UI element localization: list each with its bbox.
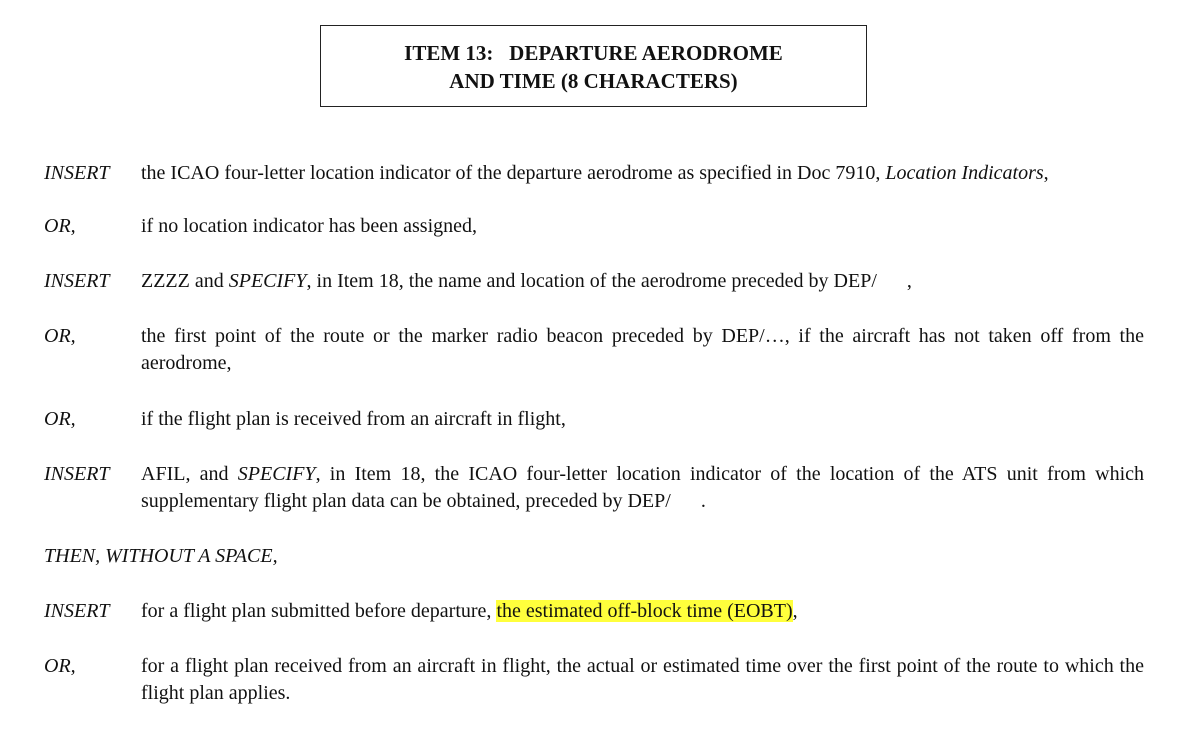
doc-title-reference: Location Indicators <box>885 162 1044 184</box>
row-label: INSERT <box>44 270 110 292</box>
item-title-box <box>320 25 867 107</box>
row-label: INSERT <box>44 463 110 485</box>
row-label: OR, <box>44 325 76 347</box>
row-text: AFIL, and SPECIFY, in Item 18, the ICAO four-letter location indicator of the location of the ATS unit from which supplementary flight plan data can be obtained, preceded by DEP/ . <box>141 463 1145 512</box>
row-label: OR, <box>44 655 76 677</box>
row-text: for a flight plan submitted before departure, the estimated off-block time (EOBT), <box>141 600 798 622</box>
row-label: THEN, WITHOUT A SPACE, <box>44 545 278 567</box>
item-title-line-2: AND TIME (8 CHARACTERS) <box>449 69 738 93</box>
row-text: if no location indicator has been assigned, <box>141 215 478 237</box>
row-text: if the flight plan is received from an aircraft in flight, <box>141 408 566 430</box>
row-label: OR, <box>44 215 76 237</box>
row-text: ZZZZ and SPECIFY, in Item 18, the name and location of the aerodrome preceded by DEP/ , <box>141 270 912 292</box>
row-label: INSERT <box>44 600 110 622</box>
highlighted-eobt-text: the estimated off-block time (EOBT) <box>496 600 793 622</box>
row-text: for a flight plan received from an aircraft in flight, the actual or estimated time over the first point of the route to which the flight plan applies. <box>141 655 1144 704</box>
row-label: OR, <box>44 408 76 430</box>
row-text: the first point of the route or the marker radio beacon preceded by DEP/…, if the aircraft has not taken off from the aerodrome, <box>141 325 1144 374</box>
row-label: INSERT <box>44 162 110 184</box>
row-text: the ICAO four-letter location indicator of the departure aerodrome as specified in Doc 7910, Location Indicators, <box>141 162 1049 184</box>
item-title-line-1: ITEM 13: DEPARTURE AERODROME <box>404 41 783 65</box>
